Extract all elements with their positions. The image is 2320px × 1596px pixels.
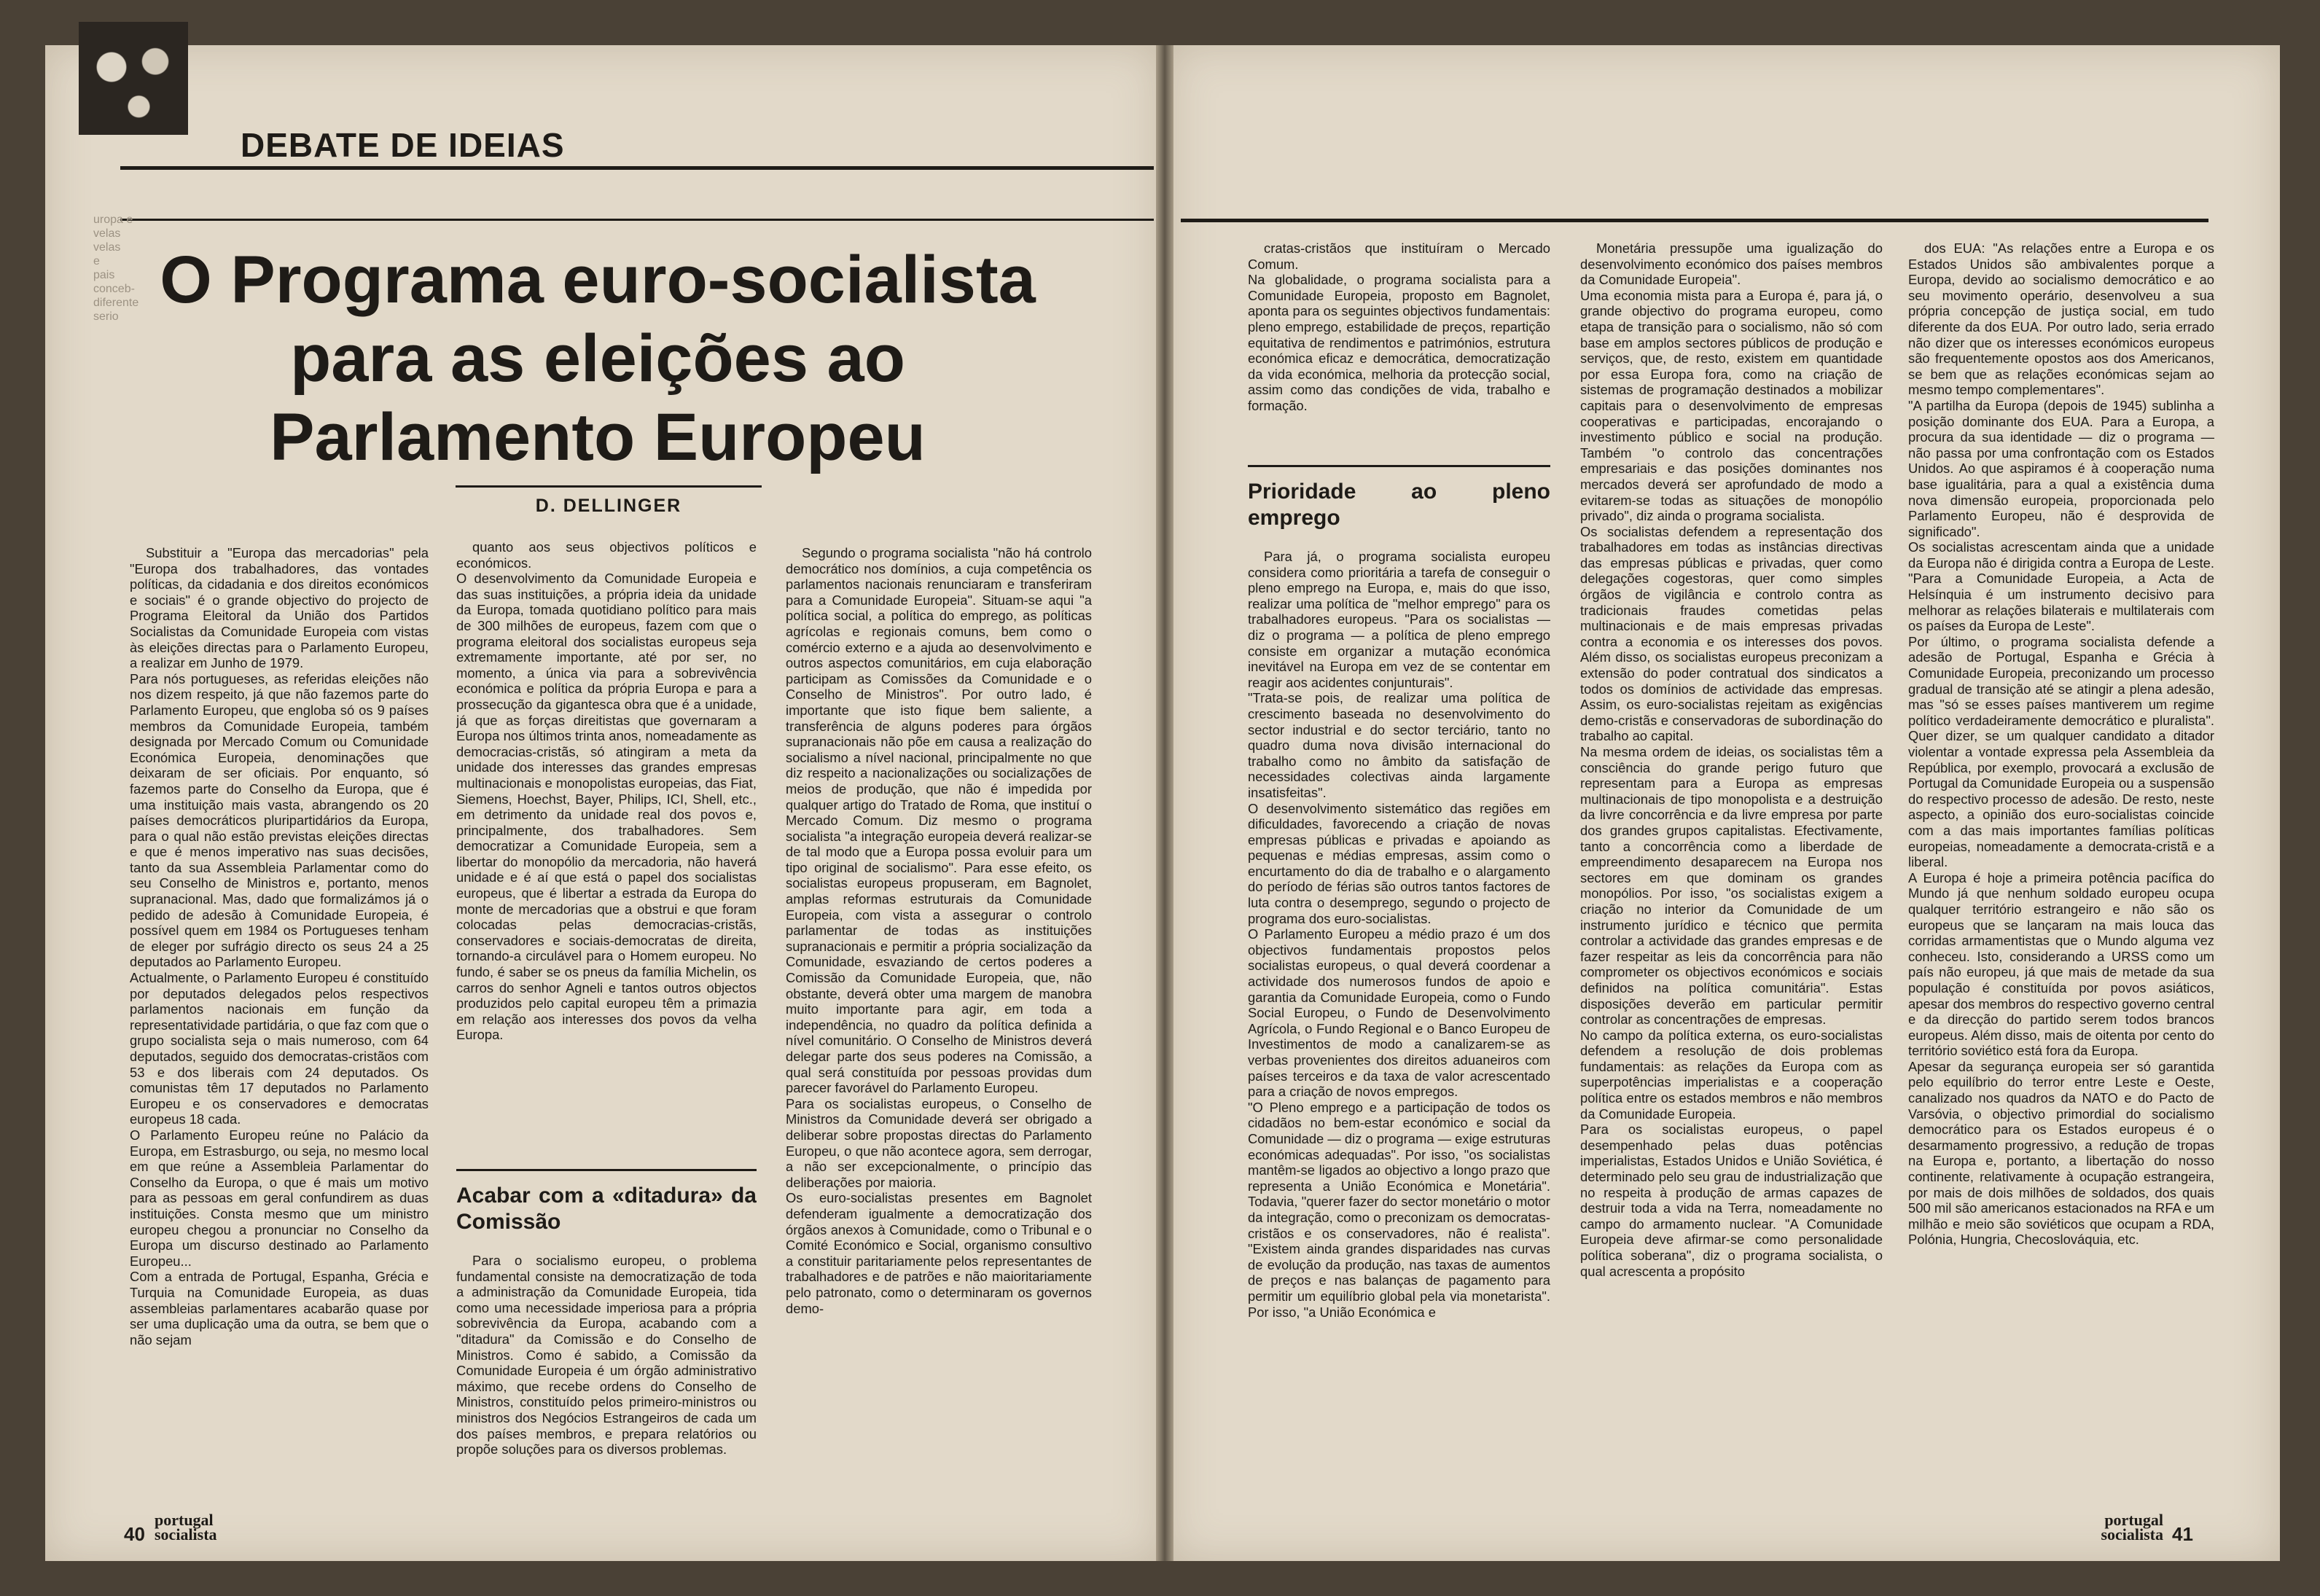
right-magazine-name: portugal socialista [2101, 1511, 2163, 1544]
column-2-text: quanto aos seus objectivos políticos e económicos. O desenvolvimento da Comunidade Europeia e das suas instituições, a própria ideia da unidade da Europa, tomada quotidiano político para mais de 300 milhões de europeus, fazem com que o programa eleitoral dos socialistas europeus seja extremamente importante, até por ser, no momento, a única via para a sobrevivência económica e política da própria Europa e para a prossecução da gigantesca obra que é a unidade, já que as forças direitistas que governaram a Europa nos últimos trinta anos, nomeadamente as democracias-cristãs, só atingiram a meta da unidade dos interesses das grandes empresas multinacionais e monopolistas europeias, das Fiat, Siemens, Hoechst, Bayer, Philips, ICI, Shell, etc., em detrimento da unidade real dos povos e, principalmente, dos trabalhadores. Sem democratizar a Comunidade Europeia, sem a libertar do monopólio da mercadoria, não haverá unidade e é aí que está o papel dos socialistas europeus, que é libertar a estrada da Europa do monte de mercadorias que a obstrui e que foram colocadas pelas democracias-cristãs, conservadores e sociais-democratas de direita, tornando-a circulável para o Homem europeu. No fundo, é saber se os pneus da família Michelin, os carros do senhor Agneli e tantos outros objectos produzidos pelo capital europeu têm a primazia em relação aos interesses dos povos da velha Europa. [456, 539, 757, 1043]
section-label: DEBATE DE IDEIAS [241, 126, 565, 164]
column-6 [1908, 240, 2214, 1494]
binding-gutter [1156, 45, 1173, 1561]
title-rule [120, 219, 1154, 221]
column-5 [1580, 240, 1883, 1494]
right-page-number: 41 [2172, 1523, 2193, 1545]
article-author: D. DELLINGER [535, 496, 682, 516]
subhead-ditadura: Acabar com a «ditadura» da Comissão [456, 1184, 757, 1234]
column-4-continued-text: Para já, o programa socialista europeu considera como prioritária a tarefa de conseguir o pleno emprego na Europa, e, mais do que isso, realizar uma política de "melhor emprego" para os trabalhadores europeus. "Para os socialistas — diz o programa — a política de pleno emprego consiste em organizar a mutação económica inevitável na Europa em vez de se contentar em reagir aos acidentes conjunturais". "Trata-se pois, de realizar uma política de crescimento baseada no desenvolvimento do sector industrial e do sector terciário, tanto no quadro duma nova divisão internacional do trabalho como no âmbito da satisfação de necessidades colectivas ainda largamente insatisfeitas". O desenvolvimento sistemático das regiões em dificuldades, favorecendo a criação de novas empresas públicas e privadas e apoiando as pequenas e médias empresas, assim como o encurtamento do dia de trabalho e o alargamento do período de férias são outros tantos factores de luta contra o desemprego, segundo o projecto de programa dos euro-socialistas. O Parlamento Europeu a médio prazo é um dos objectivos fundamentais propostos pelos socialistas europeus, o qual deverá coordenar a actividade dos numerosos fundos de apoio e garantia da Comunidade Europeia, como o Fundo Social Europeu, o Fundo de Desenvolvimento Agrícola, o Fundo Regional e o Banco Europeu de Investimentos de modo a canalizarem-se as verbas provenientes dos direitos aduaneiros com países terceiros e da taxa de valor acrescentado para a criação de novos empregos. "O Pleno emprego e a participação de todos os cidadãos no bem-estar económico e social da Comunidade — diz o programa — exige estruturas económicas adequadas". Por isso, "os socialistas mantêm-se ligados ao objectivo a longo prazo que representa a União Económica e Monetária". Todavia, "querer fazer do sector monetário o motor da integração, como o preconizam os democratas-cristãos e os conservadores, não é realista". "Existem ainda grandes disparidades nas curvas de evolução da produção, nas taxas de aumentos de preços e nas balanças de pagamento para permitir um equilíbrio global pela via monetarista". Por isso, "a União Económica e [1248, 549, 1550, 1320]
author-rule [456, 485, 762, 488]
column-6-text: dos EUA: "As relações entre a Europa e os Estados Unidos são ambivalentes porque a Europa, devido ao socialismo democrático e ao seu movimento operário, desenvolveu a sua própria concepção de justiça social, em tudo diferente da dos EUA. Por outro lado, seria errado não dizer que os interesses económicos europeus são frequentemente opostos aos dos Americanos, se bem que as relações económicas sejam ao mesmo tempo complementares". "A partilha da Europa (depois de 1945) sublinha a posição dominante dos EUA. Para a Europa, a procura da sua identidade — diz o programa — não passa por uma confrontação com os Estados Unidos. Ao que aspiramos é à cooperação numa base igualitária, para a qual a existência duma nova dimensão europeia, proporcionada pelo Parlamento Europeu, não é desprovida de significado". Os socialistas acrescentam ainda que a unidade da Europa não é dirigida contra a Europa de Leste. "Para a Comunidade Europeia, a Acta de Helsínquia é um instrumento decisivo para melhorar as relações bilaterais e multilaterais com os países da Europa de Leste". Por último, o programa socialista defende a adesão de Portugal, Espanha e Grécia à Comunidade Europeia, preconizando um processo gradual de transição até se atingir a plena adesão, mas "só se esses países mantiverem um regime político verdadeiramente democrático e pluralista". Quer dizer, se um qualquer candidato a ditador violentar a vontade expressa pela Assembleia da República, por exemplo, provocará a exclusão de Portugal da Comunidade Europeia ou a suspensão do respectivo processo de adesão. De resto, neste aspecto, a opinião dos euro-socialistas coincide com a das mais importantes famílias políticas europeias, nomeadamente a democrata-cristã e a liberal. A Europa é hoje a primeira potência pacífica do Mundo já que nenhum soldado europeu ocupa qualquer território estrangeiro e não são os europeus que se lançaram na mais louca das corridas armamentistas que o Mundo alguma vez conheceu. Isto, considerando a URSS como um país não europeu, já que mais de metade da sua população é constituída por povos asiáticos, apesar dos membros do respectivo governo central e da direcção do partido serem todos brancos europeus. Além disso, mais de oitenta por cento do território soviético está fora da Europa. Apesar da segurança europeia ser só garantida pelo equilíbrio do terror entre Leste e Oeste, canalizado nos quadros da NATO e do Pacto de Varsóvia, o objectivo primordial do socialismo democrático para os Estados europeus é o desarmamento progressivo, a redução de tropas na Europa e, portanto, a libertação do nosso continente, relativamente à ocupação estrangeira, por mais de dois milhões de soldados, dos quais 500 mil são americanos estacionados na RFA e um milhão e meio são soviéticos que ocupam a RDA, Polónia, Hungria, Checoslováquia, etc. [1908, 240, 2214, 1248]
column-2 [456, 539, 757, 1494]
article-title: O Programa euro-socialista para as eleições ao Parlamento Europeu [160, 243, 1036, 474]
show-through-text: uropa e velas velas e pais conceb- diferente serio [93, 214, 139, 323]
left-page-number: 40 [124, 1523, 145, 1545]
column-4-text: cratas-cristãos que instituíram o Mercado Comum. Na globalidade, o programa socialista para a Comunidade Europeia, proposto em Bagnolet, aponta para os seguintes objectivos fundamentais: pleno emprego, estabilidade de preços, repartição equitativa de rendimentos e patrimónios, estrutura económica eficaz e democrática, democratização da vida económica, melhoria da protecção social, assim como das condições de vida, trabalho e formação. [1248, 240, 1550, 413]
column-1 [130, 545, 429, 1493]
column-5-text: Monetária pressupõe uma igualização do desenvolvimento económico dos países membros da Comunidade Europeia". Uma economia mista para a Europa é, para já, o grande objectivo do programa europeu, como etapa de transição para o socialismo, não só com base em amplos sectores públicos de produção e serviços, que, de resto, existem em quantidade por essa Europa fora, como na criação de sistemas de programação destinados a mobilizar capitais para o desenvolvimento de empresas cooperativas e participadas, encorajando o investimento público e social na produção. Também "o controlo das concentrações empresariais e das posições dominantes nos mercados deverá ser aprofundado de modo a evitarem-se todas as situações de monopólio privado", diz ainda o programa socialista. Os socialistas defendem a representação dos trabalhadores em todas as instâncias directivas das empresas públicas e privadas, quer como delegações cogestoras, quer como simples órgãos de vigilância e controlo contra as tradicionais fraudes cometidas pelas multinacionais e de mais empresas privadas contra a economia e os interesses dos povos. Além disso, os socialistas europeus preconizam a extensão do poder contratual dos sindicatos a todos os domínios de actividade das empresas. Assim, os euro-socialistas rejeitam as exigências demo-cristãs e conservadoras de subordinação do trabalho ao capital. Na mesma ordem de ideias, os socialistas têm a consciência do grande perigo futuro que representam para a Europa as empresas multinacionais de tipo monopolista e a destruição da livre concorrência e da livre empresa por parte dos grandes grupos capitalistas. Efectivamente, tanto a concorrência como a liberdade de empreendimento desaparecem na Europa nos sectores em que dominam os grandes monopólios. Por isso, "os socialistas exigem a criação no interior da Comunidade de um instrumento jurídico e técnico que permita controlar a actividade das grandes empresas e de fazer respeitar as leis da concorrência para não comprometer os objectivos económicos e sociais definidos na política comunitária". Estas disposições deverão em particular permitir controlar as concentrações de empresas. No campo da política externa, os euro-socialistas defendem a resolução de dois problemas fundamentais: as relações da Europa com as superpotências imperialistas e a cooperação política entre os estados membros e não membros da Comunidade Europeia. Para os socialistas europeus, o papel desempenhado pelas duas potências imperialistas, Estados Unidos e União Soviética, é determinado pelo seu grau de industrialização que no respeita à produção de armas capazes de destruir toda a vida na Terra, nomeadamente no campo do armamento nuclear. "A Comunidade Europeia deve afirmar-se como personalidade política soberana", diz o programa socialista, o qual acrescenta a propósito [1580, 240, 1883, 1279]
header-rule-right [1181, 219, 2208, 222]
header-rule-left [120, 166, 1154, 170]
column-3-text: Segundo o programa socialista "não há controlo democrático nos domínios, a cuja competência os parlamentos nacionais renunciaram e transferiram para a Comunidade Europeia". Situam-se aqui "a política social, a política do emprego, as políticas agrícolas e regionais comuns, bem como o comércio externo e a ajuda ao desenvolvimento e outros aspectos comunitários, em cuja elaboração participam as Comissões da Comunidade e o Conselho de Ministros". Por outro lado, é importante que isto fique bem saliente, a transferência de alguns poderes para órgãos supranacionais não põe em causa a realização do socialismo a nível nacional, principalmente no que diz respeito a nacionalizações ou socializações de meios de produção, que não é impedida por qualquer artigo do Tratado de Roma, que instituí o Mercado Comum. Diz mesmo o programa socialista "a integração europeia deverá realizar-se de tal modo que a Europa possa evoluir para um tipo original de socialismo". Para esse efeito, os socialistas europeus propuseram, em Bagnolet, amplas reformas estruturais da Comunidade Europeia, com vista a assegurar o controlo parlamentar de todas as instituições supranacionais e permitir a própria socialização da Comunidade, esvaziando de certos poderes a Comissão da Comunidade Europeia, que, não obstante, deverá obter uma margem de manobra muito importante para agir, em toda a independência, no quadro da política definida a nível comunitário. O Conselho de Ministros deverá delegar parte dos seus poderes na Comissão, a qual será constituída por pessoas providas dum parecer favorável do Parlamento Europeu. Para os socialistas europeus, o Conselho de Ministros da Comunidade deverá ser obrigado a deliberar sobre propostas directas do Parlamento Europeu, o que não acontece agora, sem derrogar, a não ser excepcionalmente, o princípio das deliberações por maioria. Os euro-socialistas presentes em Bagnolet defenderam igualmente a democratização dos órgãos anexos à Comunidade, como o Tribunal e o Comité Económico e Social, organismo consultivo a constituir paritariamente pelos representantes de trabalhadores e de patrões e não maioritariamente pelo patronato, como o determinaram os governos demo- [786, 545, 1092, 1316]
subhead-emprego: Prioridade ao pleno emprego [1248, 480, 1550, 530]
column-4 [1248, 240, 1550, 1494]
subhead-ditadura-rule [456, 1169, 757, 1171]
left-magazine-name: portugal socialista [155, 1511, 217, 1544]
header-photo [79, 22, 188, 135]
ditadura-text: Para o socialismo europeu, o problema fundamental consiste na democratização de toda a administração da Comunidade Europeia, tida como uma necessidade imperiosa para a própria sobrevivência da Europa, acabando com a "ditadura" da Comissão e do Conselho de Ministros. Como é sabido, a Comissão da Comunidade Europeia é um órgão administrativo máximo, que recebe ordens do Conselho de Ministros, constituído pelos primeiro-ministros ou ministros dos Negócios Estrangeiros de cada um dos países membros, e prepara relatórios ou propõe soluções para os diversos problemas. [456, 1253, 757, 1458]
subhead-emprego-rule [1248, 465, 1550, 467]
column-1-text: Substituir a "Europa das mercadorias" pela "Europa dos trabalhadores, das vontades políticas, da cidadania e dos direitos económicos e sociais" é o grande objectivo do projecto de Programa Eleitoral da União dos Partidos Socialistas da Comunidade Europeia com vistas às eleições directas para o Parlamento Europeu, a realizar em Junho de 1979. Para nós portugueses, as referidas eleições não nos dizem respeito, já que não fazemos parte do Parlamento Europeu, que engloba só os 9 países membros da Comunidade Europeia, também designada por Mercado Comum ou Comunidade Económica Europeia, denominações que deixaram de ser oficiais. Por enquanto, só fazemos parte do Conselho da Europa, que é uma instituição mais vasta, abrangendo os 20 países democráticos pluripartidários da Europa, para o qual não estão previstas eleições directas e que é menos imperativo nas suas decisões, tanto da sua Assembleia Parlamentar como do seu Conselho de Ministros e, portanto, menos supranacional. Mas, dado que formalizámos já o pedido de adesão à Comunidade Europeia, é possível quem em 1984 os Portugueses tenham de eleger por sufrágio directo os seus 24 a 25 deputados ao Parlamento Europeu. Actualmente, o Parlamento Europeu é constituído por deputados delegados pelos respectivos parlamentos nacionais em função da representatividade partidária, o que faz com que o grupo socialista seja o mais numeroso, com 64 deputados, seguido dos democratas-cristãos com 53 e dos liberais com 24 deputados. Os comunistas têm 17 deputados no Parlamento Europeu e os conservadores e democratas europeus 18 cada. O Parlamento Europeu reúne no Palácio da Europa, em Estrasburgo, ou seja, no mesmo local em que reúne a Assembleia Parlamentar do Conselho da Europa, o que é mais um motivo para as pessoas em geral confundirem as duas instituições. Consta mesmo que um ministro europeu chegou a pronunciar no Conselho da Europa um discurso destinado ao Parlamento Europeu... Com a entrada de Portugal, Espanha, Grécia e Turquia na Comunidade Europeia, as duas assembleias parlamentares acabarão quase por ser uma duplicação uma da outra, se bem que o não sejam [130, 545, 429, 1347]
column-3 [786, 545, 1092, 1493]
